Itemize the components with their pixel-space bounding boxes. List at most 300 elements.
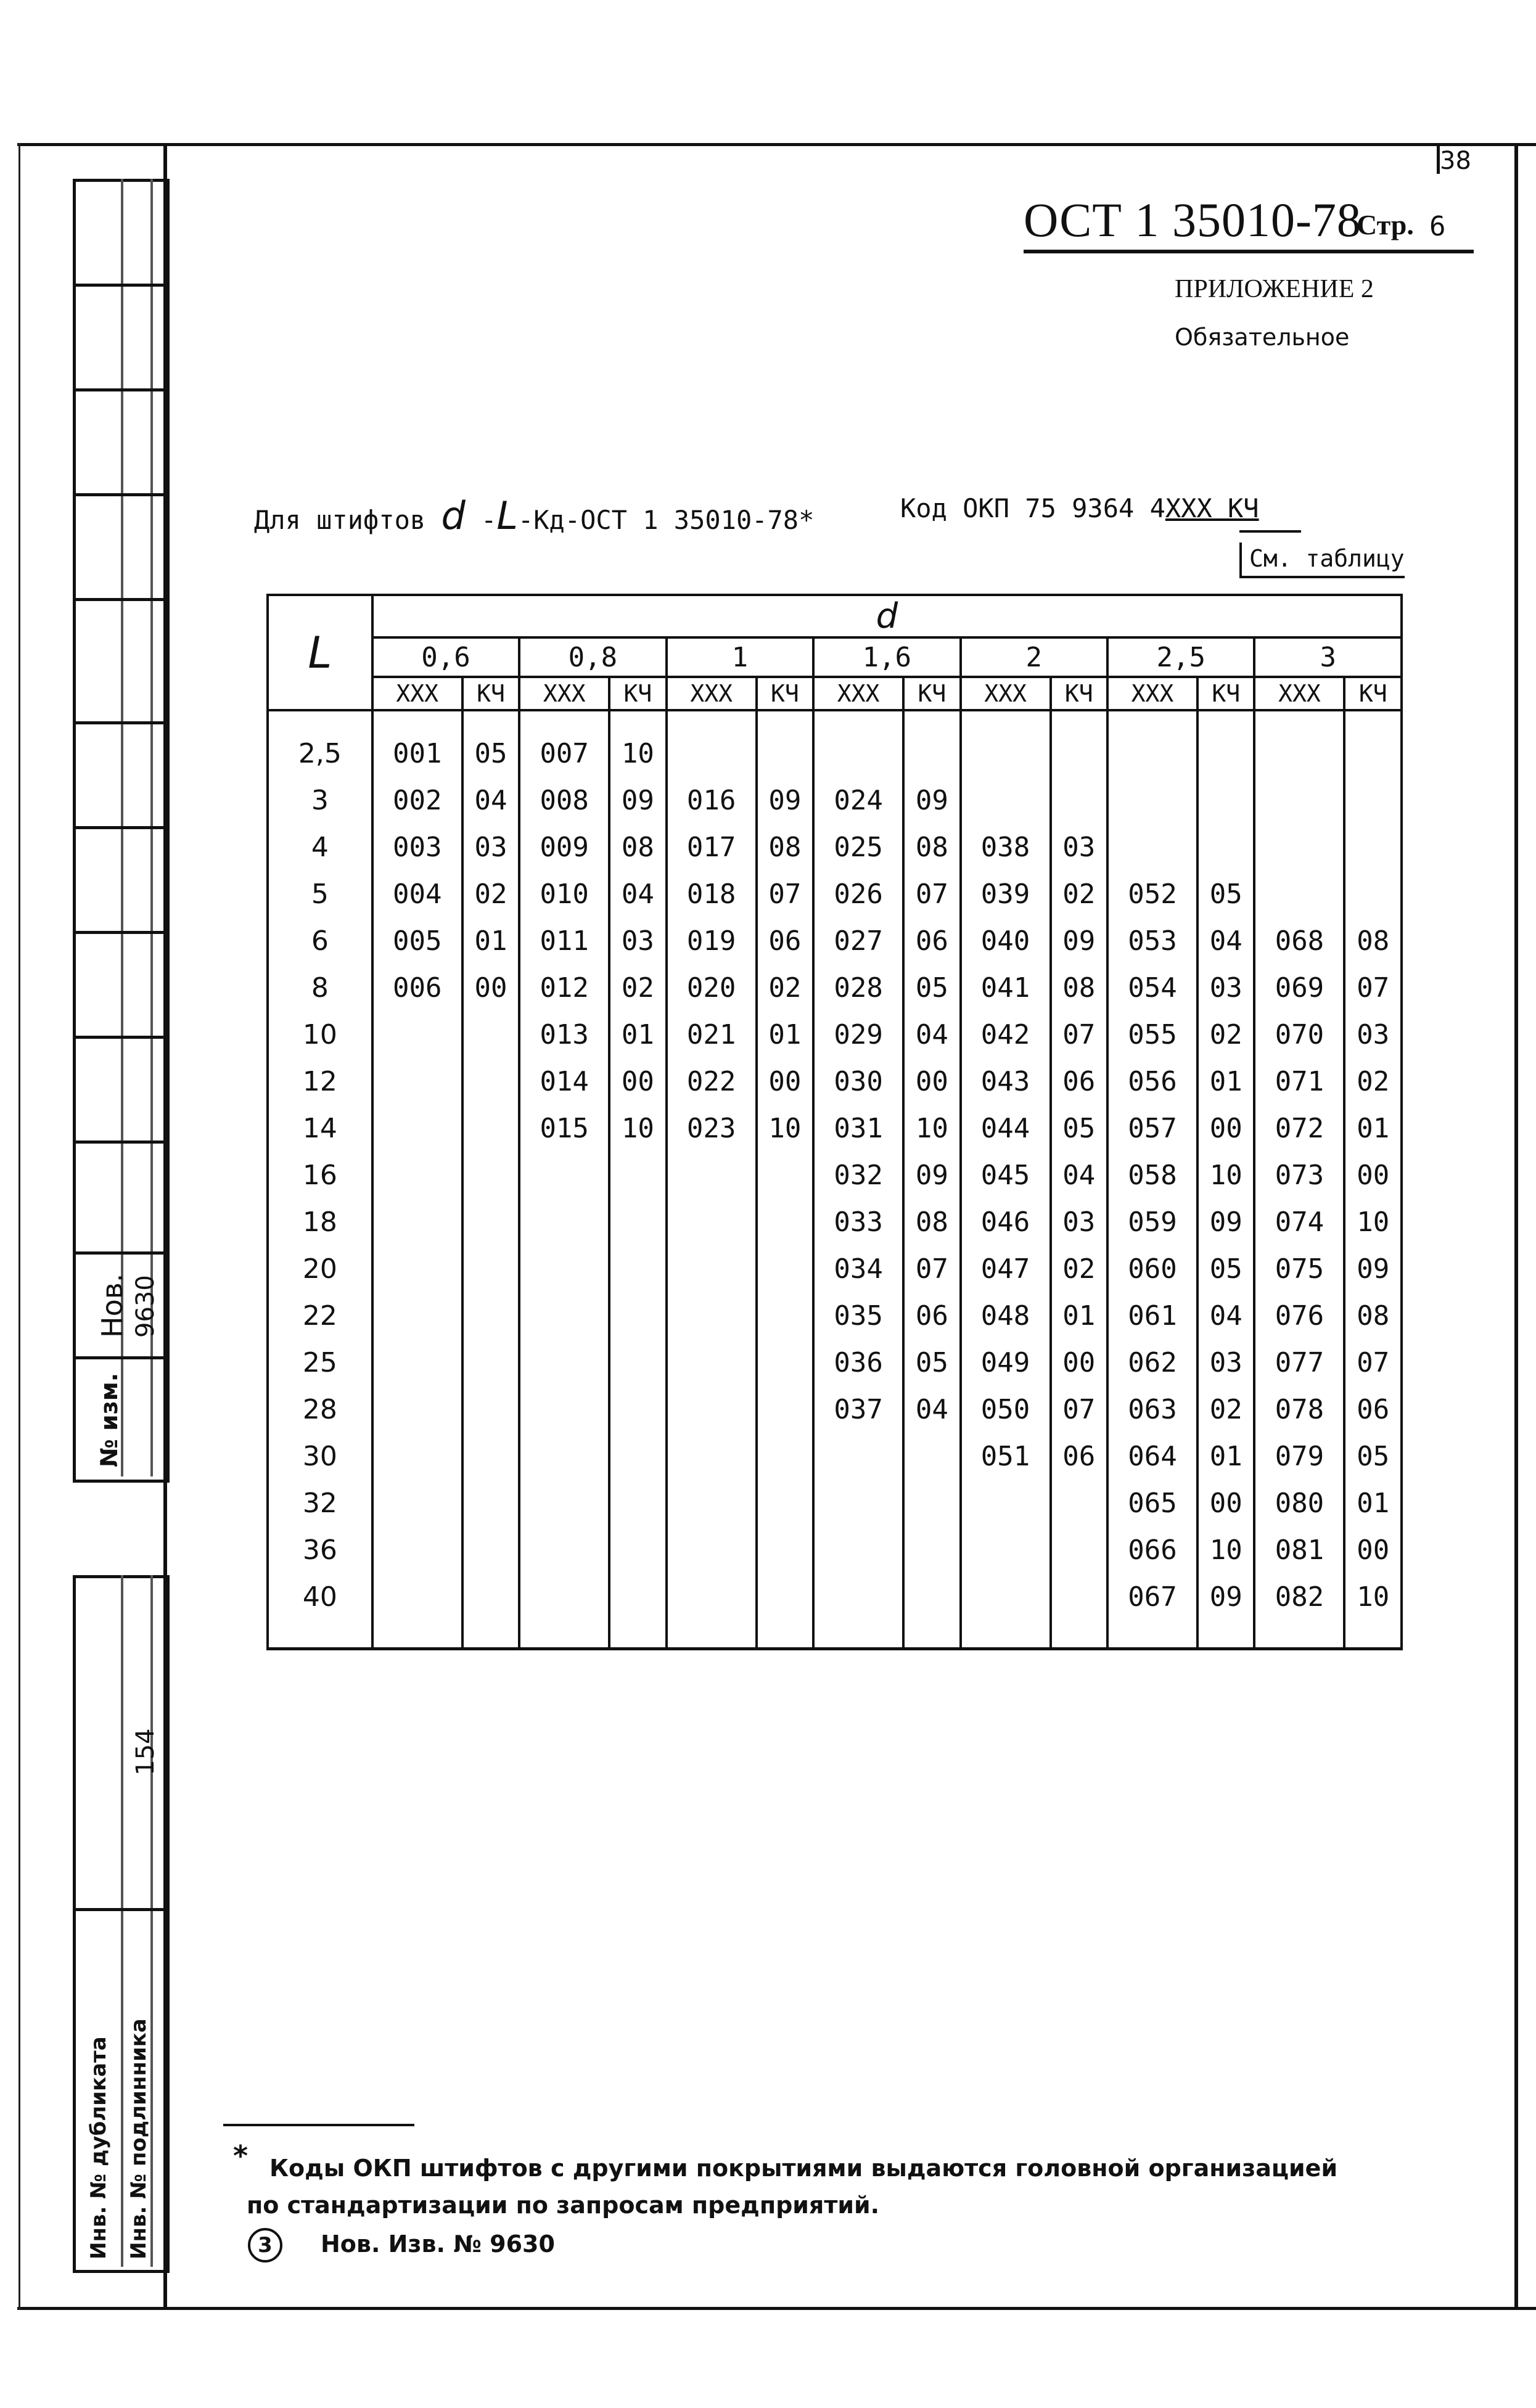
stamp-rule xyxy=(73,826,166,829)
kch-code-cell: 04 xyxy=(1051,1152,1107,1198)
xxx-code-cell: 008 xyxy=(519,777,609,824)
xxx-code-cell: 038 xyxy=(961,824,1051,870)
diameter-header: 1 xyxy=(667,637,813,677)
xxx-code-cell xyxy=(813,1433,903,1480)
kch-code-cell: 00 xyxy=(462,964,519,1011)
xxx-code-cell xyxy=(1254,824,1344,870)
xxx-code-cell: 069 xyxy=(1254,964,1344,1011)
kch-code-cell: 04 xyxy=(1197,917,1254,964)
xxx-code-cell: 051 xyxy=(961,1433,1051,1480)
xxx-code-cell xyxy=(372,1198,462,1245)
xxx-code-cell: 075 xyxy=(1254,1245,1344,1292)
kch-code-cell xyxy=(903,1526,960,1573)
stamp-rule xyxy=(73,598,166,601)
okp-code xyxy=(900,493,1259,523)
footnote-line-2: по стандартизации по запросам предприятий. xyxy=(247,2192,880,2219)
kch-code-cell: 07 xyxy=(1344,1339,1402,1386)
kch-code-cell: 09 xyxy=(903,777,960,824)
kch-code-cell xyxy=(609,1386,666,1433)
kch-code-cell: 10 xyxy=(1197,1152,1254,1198)
xxx-code-cell: 066 xyxy=(1107,1526,1197,1573)
kch-code-cell xyxy=(462,1433,519,1480)
kch-code-cell: 00 xyxy=(1197,1105,1254,1152)
kch-code-cell: 05 xyxy=(1197,870,1254,917)
length-cell: 18 xyxy=(268,1198,372,1245)
xxx-code-cell xyxy=(519,1245,609,1292)
kch-code-cell xyxy=(609,1573,666,1649)
kch-code-cell: 01 xyxy=(1051,1292,1107,1339)
length-cell: 28 xyxy=(268,1386,372,1433)
xxx-code-cell: 006 xyxy=(372,964,462,1011)
xxx-code-cell xyxy=(961,710,1051,777)
length-cell: 8 xyxy=(268,964,372,1011)
xxx-code-cell: 030 xyxy=(813,1058,903,1105)
kch-code-cell xyxy=(757,1198,813,1245)
xxx-code-cell: 073 xyxy=(1254,1152,1344,1198)
kch-code-cell: 09 xyxy=(1344,1245,1402,1292)
kch-code-cell: 10 xyxy=(903,1105,960,1152)
length-cell: 30 xyxy=(268,1433,372,1480)
xxx-code-cell: 059 xyxy=(1107,1198,1197,1245)
stamp-rule xyxy=(73,931,166,934)
kch-code-cell: 00 xyxy=(757,1058,813,1105)
xxx-code-cell: 004 xyxy=(372,870,462,917)
kch-code-cell xyxy=(1051,1480,1107,1526)
xxx-code-cell: 065 xyxy=(1107,1480,1197,1526)
kch-code-cell xyxy=(757,1480,813,1526)
diameter-header: 2,5 xyxy=(1107,637,1254,677)
kch-code-cell: 06 xyxy=(903,917,960,964)
kch-code-cell xyxy=(462,1386,519,1433)
diameter-header: 0,8 xyxy=(519,637,666,677)
kch-code-cell: 00 xyxy=(609,1058,666,1105)
kch-code-cell: 03 xyxy=(1344,1011,1402,1058)
xxx-code-cell: 032 xyxy=(813,1152,903,1198)
kch-code-cell: 07 xyxy=(1051,1386,1107,1433)
xxx-code-cell xyxy=(372,1386,462,1433)
xxx-code-cell: 040 xyxy=(961,917,1051,964)
d-column-header: d xyxy=(372,595,1402,637)
kch-code-cell: 08 xyxy=(609,824,666,870)
kch-code-cell: 10 xyxy=(1344,1573,1402,1649)
kch-code-cell xyxy=(462,1198,519,1245)
kch-code-cell xyxy=(1344,870,1402,917)
xxx-code-cell: 080 xyxy=(1254,1480,1344,1526)
xxx-code-cell: 078 xyxy=(1254,1386,1344,1433)
kch-code-cell xyxy=(757,1386,813,1433)
stamp-rule xyxy=(73,1356,166,1359)
kch-code-cell xyxy=(609,1198,666,1245)
kch-code-cell xyxy=(757,1433,813,1480)
xxx-subheader: XXX xyxy=(961,677,1051,710)
kch-code-cell: 01 xyxy=(1344,1105,1402,1152)
xxx-subheader: XXX xyxy=(519,677,609,710)
kch-code-cell: 10 xyxy=(609,710,666,777)
length-cell: 10 xyxy=(268,1011,372,1058)
xxx-code-cell: 012 xyxy=(519,964,609,1011)
xxx-code-cell: 002 xyxy=(372,777,462,824)
formula-d: d xyxy=(441,493,466,538)
xxx-code-cell: 053 xyxy=(1107,917,1197,964)
xxx-code-cell xyxy=(961,1526,1051,1573)
xxx-code-cell: 077 xyxy=(1254,1339,1344,1386)
xxx-code-cell xyxy=(519,1292,609,1339)
kch-code-cell: 03 xyxy=(609,917,666,964)
xxx-code-cell: 056 xyxy=(1107,1058,1197,1105)
xxx-code-cell: 045 xyxy=(961,1152,1051,1198)
xxx-code-cell: 049 xyxy=(961,1339,1051,1386)
xxx-code-cell: 019 xyxy=(667,917,757,964)
xxx-code-cell: 018 xyxy=(667,870,757,917)
kch-code-cell: 06 xyxy=(1051,1058,1107,1105)
kch-code-cell: 07 xyxy=(903,870,960,917)
xxx-code-cell xyxy=(667,1245,757,1292)
table-row xyxy=(268,1433,1402,1480)
kch-code-cell: 09 xyxy=(1051,917,1107,964)
footnote-line-1: Коды ОКП штифтов с другими покрытиями выдаются головной организацией xyxy=(269,2155,1338,2182)
kch-code-cell xyxy=(1197,777,1254,824)
frame-right-border xyxy=(1514,143,1518,2310)
kch-code-cell xyxy=(1051,1526,1107,1573)
page-number: 38 xyxy=(1440,147,1471,175)
xxx-code-cell xyxy=(519,1198,609,1245)
xxx-code-cell: 081 xyxy=(1254,1526,1344,1573)
subheader-row xyxy=(268,677,1402,710)
kch-code-cell: 08 xyxy=(903,1198,960,1245)
xxx-code-cell xyxy=(372,1339,462,1386)
xxx-code-cell: 072 xyxy=(1254,1105,1344,1152)
kch-code-cell xyxy=(609,1433,666,1480)
length-cell: 22 xyxy=(268,1292,372,1339)
kch-code-cell: 08 xyxy=(1344,1292,1402,1339)
kch-code-cell: 09 xyxy=(609,777,666,824)
table-row xyxy=(268,1292,1402,1339)
kch-code-cell: 01 xyxy=(609,1011,666,1058)
length-cell: 3 xyxy=(268,777,372,824)
table-row xyxy=(268,1152,1402,1198)
kch-code-cell: 09 xyxy=(1197,1573,1254,1649)
table-row xyxy=(268,1105,1402,1152)
xxx-code-cell: 027 xyxy=(813,917,903,964)
xxx-code-cell xyxy=(667,1198,757,1245)
kch-code-cell: 07 xyxy=(1051,1011,1107,1058)
kch-code-cell: 04 xyxy=(903,1011,960,1058)
xxx-code-cell xyxy=(1107,710,1197,777)
diameter-header: 2 xyxy=(961,637,1107,677)
xxx-code-cell: 076 xyxy=(1254,1292,1344,1339)
xxx-code-cell xyxy=(519,1526,609,1573)
kch-code-cell: 00 xyxy=(1197,1480,1254,1526)
xxx-code-cell xyxy=(813,1480,903,1526)
xxx-code-cell: 060 xyxy=(1107,1245,1197,1292)
table-row xyxy=(268,710,1402,777)
xxx-subheader: XXX xyxy=(1107,677,1197,710)
kch-code-cell: 02 xyxy=(609,964,666,1011)
stamp-dup-label: Инв. № дубликата xyxy=(86,2036,111,2259)
kch-code-cell: 02 xyxy=(462,870,519,917)
xxx-code-cell: 057 xyxy=(1107,1105,1197,1152)
kch-code-cell: 09 xyxy=(1197,1198,1254,1245)
document-title: ОСТ 1 35010-78 xyxy=(1024,193,1361,247)
kch-code-cell: 01 xyxy=(462,917,519,964)
kch-code-cell xyxy=(903,1480,960,1526)
kch-code-cell: 04 xyxy=(1197,1292,1254,1339)
xxx-code-cell: 070 xyxy=(1254,1011,1344,1058)
table-row xyxy=(268,1339,1402,1386)
xxx-code-cell: 007 xyxy=(519,710,609,777)
formula-l: L xyxy=(496,493,518,538)
xxx-code-cell: 034 xyxy=(813,1245,903,1292)
diameter-header: 1,6 xyxy=(813,637,960,677)
xxx-code-cell xyxy=(372,1058,462,1105)
xxx-code-cell xyxy=(372,1011,462,1058)
length-cell: 36 xyxy=(268,1526,372,1573)
xxx-code-cell: 071 xyxy=(1254,1058,1344,1105)
xxx-code-cell: 020 xyxy=(667,964,757,1011)
kch-code-cell xyxy=(757,1339,813,1386)
kch-code-cell: 08 xyxy=(757,824,813,870)
table-row xyxy=(268,1526,1402,1573)
xxx-subheader: XXX xyxy=(667,677,757,710)
kch-code-cell xyxy=(609,1526,666,1573)
kch-code-cell: 02 xyxy=(1197,1011,1254,1058)
footnote-rule xyxy=(223,2124,414,2126)
xxx-code-cell: 042 xyxy=(961,1011,1051,1058)
xxx-code-cell: 044 xyxy=(961,1105,1051,1152)
kch-code-cell xyxy=(609,1245,666,1292)
l-column-header: L xyxy=(268,595,372,710)
margin-line xyxy=(18,143,20,2310)
kch-code-cell xyxy=(1197,710,1254,777)
page-label: Стр. xyxy=(1357,209,1414,240)
xxx-code-cell: 048 xyxy=(961,1292,1051,1339)
table-row xyxy=(268,917,1402,964)
xxx-code-cell: 063 xyxy=(1107,1386,1197,1433)
xxx-code-cell xyxy=(813,1526,903,1573)
kch-code-cell: 00 xyxy=(1051,1339,1107,1386)
xxx-code-cell xyxy=(372,1573,462,1649)
xxx-code-cell: 011 xyxy=(519,917,609,964)
xxx-code-cell: 052 xyxy=(1107,870,1197,917)
stamp-rule xyxy=(73,388,166,391)
stamp-lower-divider xyxy=(121,1575,123,2267)
kch-code-cell: 02 xyxy=(1197,1386,1254,1433)
xxx-code-cell: 064 xyxy=(1107,1433,1197,1480)
kch-code-cell: 08 xyxy=(903,824,960,870)
xxx-code-cell: 046 xyxy=(961,1198,1051,1245)
kch-code-cell: 06 xyxy=(1051,1433,1107,1480)
xxx-code-cell: 023 xyxy=(667,1105,757,1152)
table-row xyxy=(268,1011,1402,1058)
xxx-code-cell: 062 xyxy=(1107,1339,1197,1386)
kch-code-cell: 05 xyxy=(903,964,960,1011)
kch-code-cell: 00 xyxy=(1344,1526,1402,1573)
xxx-code-cell: 082 xyxy=(1254,1573,1344,1649)
xxx-code-cell xyxy=(372,1526,462,1573)
xxx-code-cell xyxy=(372,1292,462,1339)
kch-code-cell: 00 xyxy=(903,1058,960,1105)
kch-subheader: КЧ xyxy=(609,677,666,710)
kch-code-cell xyxy=(903,1573,960,1649)
kch-code-cell: 10 xyxy=(757,1105,813,1152)
kch-code-cell xyxy=(1344,710,1402,777)
kch-code-cell xyxy=(462,1011,519,1058)
xxx-code-cell: 067 xyxy=(1107,1573,1197,1649)
stamp-rule xyxy=(73,284,166,287)
kch-code-cell xyxy=(462,1339,519,1386)
length-cell: 14 xyxy=(268,1105,372,1152)
kch-code-cell: 07 xyxy=(903,1245,960,1292)
kch-code-cell xyxy=(462,1245,519,1292)
xxx-code-cell: 050 xyxy=(961,1386,1051,1433)
okp-code-table xyxy=(266,594,1403,1650)
length-cell: 4 xyxy=(268,824,372,870)
kch-subheader: КЧ xyxy=(1344,677,1402,710)
xxx-code-cell xyxy=(813,710,903,777)
kch-code-cell: 02 xyxy=(757,964,813,1011)
xxx-code-cell xyxy=(372,1152,462,1198)
designation-line xyxy=(254,493,814,538)
kch-code-cell xyxy=(462,1058,519,1105)
see-table-note: См. таблицу xyxy=(1239,543,1405,578)
see-table-rule xyxy=(1239,530,1301,533)
kch-code-cell: 03 xyxy=(1051,824,1107,870)
xxx-code-cell xyxy=(667,1573,757,1649)
kch-code-cell: 06 xyxy=(757,917,813,964)
xxx-code-cell xyxy=(519,1339,609,1386)
kch-code-cell xyxy=(1051,777,1107,824)
diameter-header-row xyxy=(268,637,1402,677)
kch-code-cell xyxy=(609,1480,666,1526)
kch-code-cell: 03 xyxy=(1197,1339,1254,1386)
kch-code-cell: 10 xyxy=(1344,1198,1402,1245)
stamp-new-label: Нов. xyxy=(96,1273,129,1338)
table-row xyxy=(268,1386,1402,1433)
kch-code-cell xyxy=(1344,777,1402,824)
table-row xyxy=(268,1573,1402,1649)
xxx-code-cell: 024 xyxy=(813,777,903,824)
kch-subheader: КЧ xyxy=(1197,677,1254,710)
title-rule xyxy=(1024,250,1474,253)
kch-code-cell: 05 xyxy=(462,710,519,777)
xxx-code-cell: 005 xyxy=(372,917,462,964)
designation-prefix: Для штифтов xyxy=(254,505,426,535)
kch-code-cell xyxy=(1344,824,1402,870)
xxx-code-cell xyxy=(961,1480,1051,1526)
xxx-code-cell: 021 xyxy=(667,1011,757,1058)
xxx-code-cell xyxy=(372,1433,462,1480)
xxx-subheader: XXX xyxy=(813,677,903,710)
length-cell: 25 xyxy=(268,1339,372,1386)
table-row xyxy=(268,1480,1402,1526)
kch-code-cell: 03 xyxy=(1051,1198,1107,1245)
xxx-code-cell xyxy=(667,710,757,777)
xxx-code-cell: 015 xyxy=(519,1105,609,1152)
kch-code-cell: 08 xyxy=(1051,964,1107,1011)
xxx-code-cell xyxy=(519,1152,609,1198)
okp-prefix: Код ОКП 75 9364 4 xyxy=(900,493,1165,523)
kch-code-cell: 06 xyxy=(903,1292,960,1339)
xxx-code-cell: 009 xyxy=(519,824,609,870)
xxx-code-cell: 074 xyxy=(1254,1198,1344,1245)
xxx-code-cell xyxy=(961,777,1051,824)
table-bottom-rule xyxy=(268,1649,1402,1651)
xxx-code-cell: 068 xyxy=(1254,917,1344,964)
xxx-code-cell xyxy=(1107,777,1197,824)
kch-code-cell: 03 xyxy=(462,824,519,870)
kch-code-cell: 10 xyxy=(609,1105,666,1152)
stamp-rule xyxy=(73,1036,166,1039)
appendix-heading: ПРИЛОЖЕНИЕ 2 xyxy=(1175,275,1374,303)
xxx-code-cell xyxy=(372,1245,462,1292)
kch-code-cell: 05 xyxy=(1051,1105,1107,1152)
kch-subheader: КЧ xyxy=(462,677,519,710)
frame-bottom-border xyxy=(17,2307,1536,2310)
kch-code-cell: 05 xyxy=(1344,1433,1402,1480)
length-cell: 2,5 xyxy=(268,710,372,777)
xxx-code-cell xyxy=(667,1292,757,1339)
xxx-code-cell: 016 xyxy=(667,777,757,824)
xxx-code-cell: 014 xyxy=(519,1058,609,1105)
xxx-code-cell xyxy=(667,1526,757,1573)
table-row xyxy=(268,777,1402,824)
xxx-code-cell: 055 xyxy=(1107,1011,1197,1058)
xxx-code-cell: 035 xyxy=(813,1292,903,1339)
length-cell: 16 xyxy=(268,1152,372,1198)
kch-subheader: КЧ xyxy=(1051,677,1107,710)
kch-code-cell: 01 xyxy=(1197,1433,1254,1480)
footnote-star: * xyxy=(233,2139,248,2173)
kch-code-cell xyxy=(609,1292,666,1339)
kch-code-cell: 06 xyxy=(1344,1386,1402,1433)
xxx-code-cell xyxy=(1107,824,1197,870)
xxx-code-cell: 017 xyxy=(667,824,757,870)
xxx-code-cell xyxy=(1254,870,1344,917)
xxx-code-cell xyxy=(372,1480,462,1526)
table-row xyxy=(268,1058,1402,1105)
xxx-code-cell: 031 xyxy=(813,1105,903,1152)
xxx-code-cell xyxy=(961,1573,1051,1649)
kch-code-cell: 00 xyxy=(1344,1152,1402,1198)
length-cell: 32 xyxy=(268,1480,372,1526)
kch-code-cell: 05 xyxy=(1197,1245,1254,1292)
xxx-code-cell: 029 xyxy=(813,1011,903,1058)
xxx-code-cell xyxy=(519,1573,609,1649)
frame-top-border xyxy=(17,143,1536,146)
kch-code-cell xyxy=(1051,710,1107,777)
kch-code-cell xyxy=(757,1292,813,1339)
kch-subheader: КЧ xyxy=(903,677,960,710)
kch-code-cell: 04 xyxy=(462,777,519,824)
kch-code-cell xyxy=(1197,824,1254,870)
diameter-header: 0,6 xyxy=(372,637,519,677)
stamp-change-no-label: № изм. xyxy=(96,1372,123,1467)
xxx-code-cell: 026 xyxy=(813,870,903,917)
stamp-rule xyxy=(73,1251,166,1255)
kch-code-cell: 02 xyxy=(1344,1058,1402,1105)
xxx-code-cell xyxy=(372,1105,462,1152)
xxx-code-cell xyxy=(813,1573,903,1649)
kch-code-cell xyxy=(757,710,813,777)
formula-rest: -Кд-ОСТ 1 35010-78* xyxy=(517,505,815,535)
kch-code-cell: 03 xyxy=(1197,964,1254,1011)
length-cell: 12 xyxy=(268,1058,372,1105)
kch-code-cell xyxy=(903,710,960,777)
xxx-code-cell: 054 xyxy=(1107,964,1197,1011)
stamp-rule xyxy=(73,721,166,724)
xxx-code-cell: 010 xyxy=(519,870,609,917)
kch-code-cell xyxy=(757,1152,813,1198)
